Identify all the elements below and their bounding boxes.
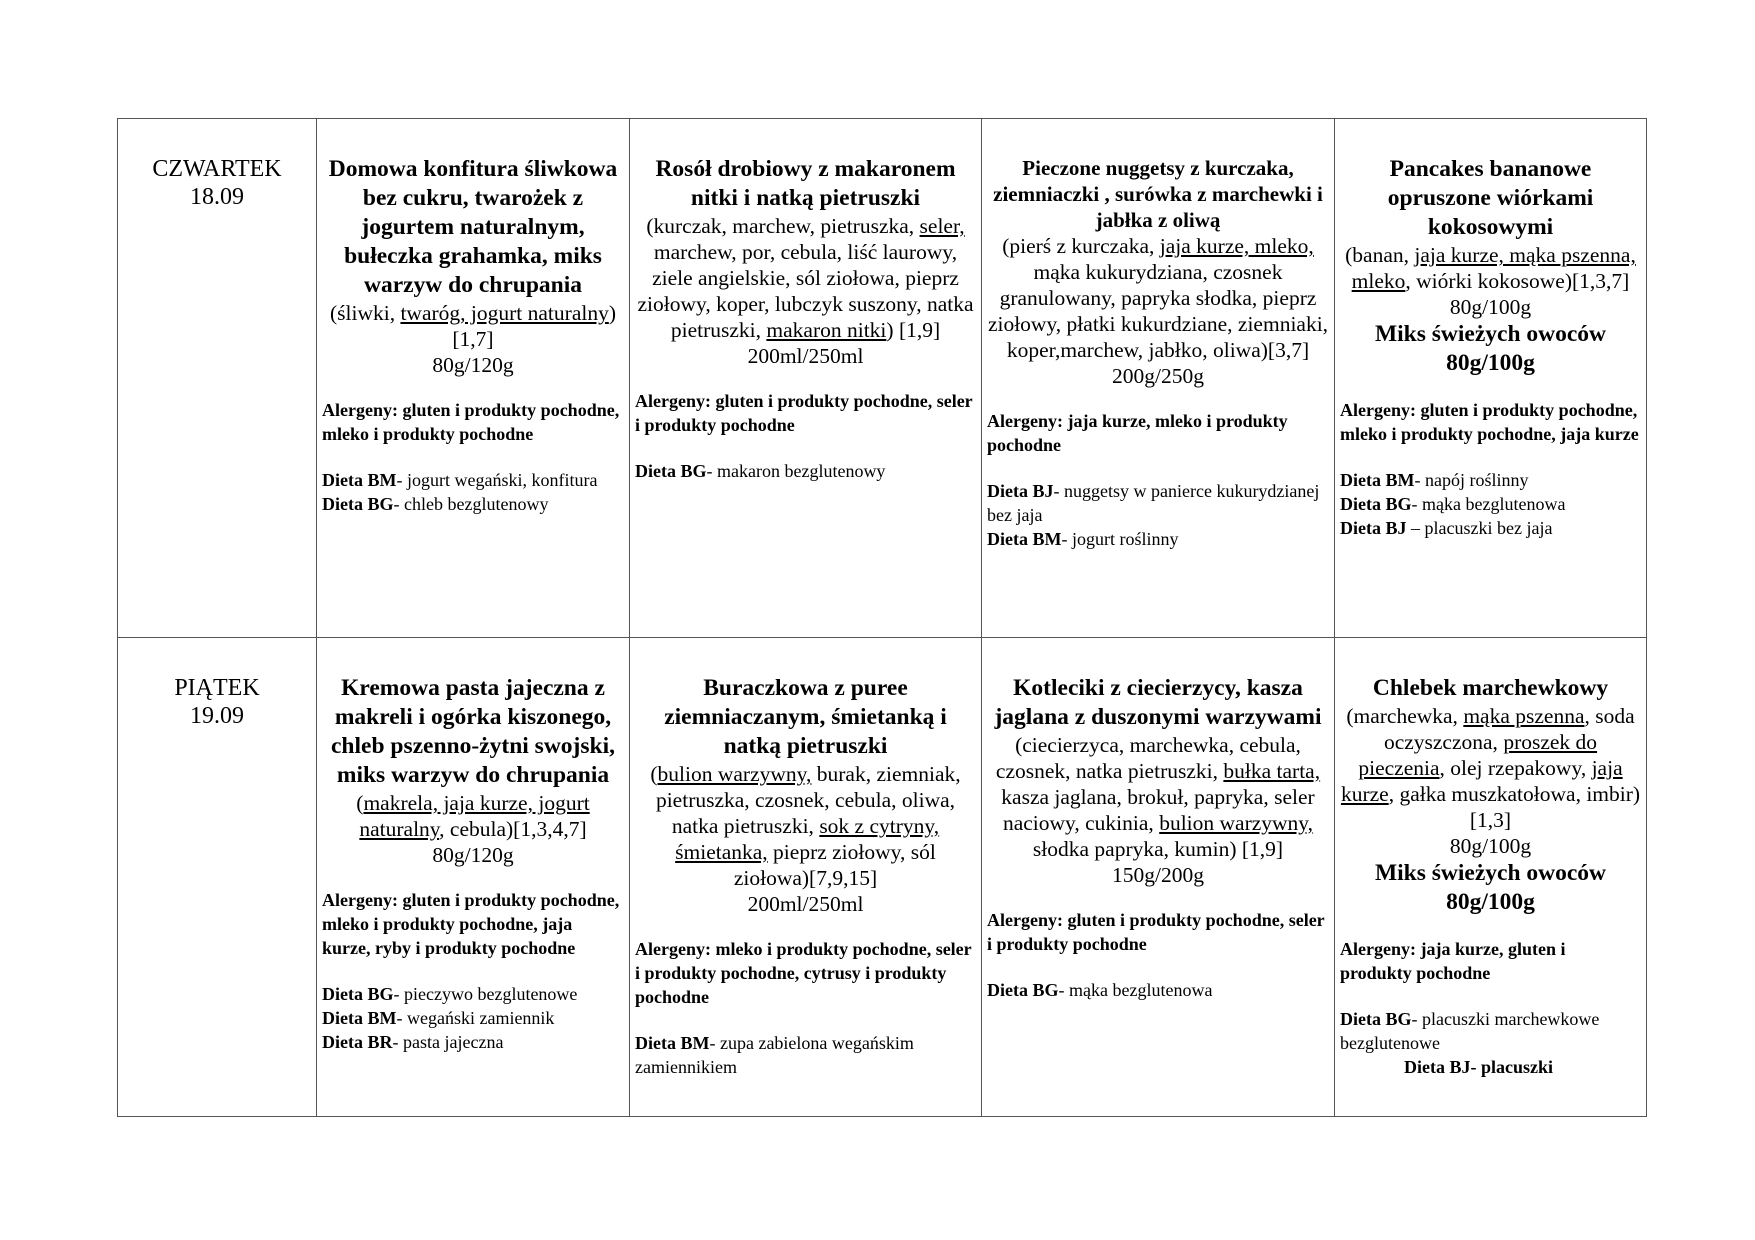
diet-line: Dieta BM- wegański zamiennik <box>322 1008 555 1028</box>
meal-title: Buraczkowa z puree ziemniaczanym, śmietanką i natką pietruszki <box>664 675 947 759</box>
diet-line: Dieta BR- pasta jajeczna <box>322 1032 504 1052</box>
meal-allergens: Alergeny: gluten i produkty pochodne, seler i produkty pochodne <box>987 910 1325 954</box>
day-cell <box>118 638 317 1117</box>
meal-portion: 200g/250g <box>1112 364 1204 388</box>
meal-cell-afternoon <box>1335 119 1647 638</box>
meal-ingredients: (banan, jaja kurze, mąka pszenna, mleko, wiórki kokosowe)[1,3,7] <box>1345 243 1636 293</box>
meal-ingredients: (bulion warzywny, burak, ziemniak, pietruszka, czosnek, cebula, oliwa, natka pietruszki, sok z cytryny, śmietanka, pieprz ziołowy, sól ziołowa)[7,9,15] <box>650 762 961 890</box>
meal-cell-main <box>982 638 1335 1117</box>
diet-line: Dieta BG- makaron bezglutenowy <box>635 461 886 481</box>
diet-line: Dieta BJ- nuggetsy w panierce kukurydzianej bez jaja <box>987 481 1320 525</box>
meal-allergens: Alergeny: gluten i produkty pochodne, mleko i produkty pochodne <box>322 400 620 444</box>
meal-ingredients: (śliwki, twaróg, jogurt naturalny)[1,7] <box>329 301 617 351</box>
meal-title: Rosół drobiowy z makaronem nitki i natką pietruszki <box>655 156 956 211</box>
day-date: 18.09 <box>190 184 244 210</box>
diet-line: Dieta BG- placuszki marchewkowe bezglutenowe <box>1340 1009 1600 1053</box>
day-cell <box>118 119 317 638</box>
meal-cell-breakfast <box>317 638 630 1117</box>
meal-title: Chlebek marchewkowy <box>1372 675 1609 701</box>
meal-title: Domowa konfitura śliwkowa bez cukru, twarożek z jogurtem naturalnym, bułeczka grahamka, miks warzyw do chrupania <box>328 156 618 298</box>
diet-line: Dieta BJ- placuszki <box>1404 1057 1554 1077</box>
meal-allergens: Alergeny: jaja kurze, mleko i produkty pochodne <box>987 411 1288 455</box>
diet-line: Dieta BM- jogurt wegański, konfitura <box>322 470 598 490</box>
meal-cell-main <box>982 119 1335 638</box>
menu-table <box>117 118 1647 1117</box>
meal-extra: Miks świeżych owoców <box>1374 860 1607 886</box>
meal-portion: 80g/100g <box>1449 295 1532 319</box>
meal-portion: 80g/100g <box>1449 834 1532 858</box>
diet-line: Dieta BG- mąka bezglutenowa <box>987 980 1213 1000</box>
diet-line: Dieta BM- napój roślinny <box>1340 470 1529 490</box>
meal-cell-soup <box>630 638 982 1117</box>
day-row-thursday <box>118 119 1647 638</box>
meal-title: Kremowa pasta jajeczna z makreli i ogórka kiszonego, chleb pszenno-żytni swojski, miks warzyw do chrupania <box>331 675 615 788</box>
meal-diets <box>1340 468 1641 540</box>
diet-line: Dieta BJ – placuszki bez jaja <box>1340 518 1553 538</box>
meal-portion: 200ml/250ml <box>747 344 864 368</box>
day-date: 19.09 <box>190 703 244 729</box>
meal-title: Kotleciki z ciecierzycy, kasza jaglana z duszonymi warzywami <box>994 675 1322 730</box>
meal-ingredients: (makrela, jaja kurze, jogurt naturalny, cebula)[1,3,4,7] <box>356 791 590 841</box>
meal-ingredients: (kurczak, marchew, pietruszka, seler, marchew, por, cebula, liść laurowy, ziele angielskie, sól ziołowa, pieprz ziołowy, koper, lubczyk suszony, natka pietruszki, makaron nitki) [1,9] <box>637 214 974 342</box>
meal-allergens: Alergeny: gluten i produkty pochodne, mleko i produkty pochodne, jaja kurze, ryby i produkty pochodne <box>322 890 620 958</box>
meal-cell-breakfast <box>317 119 630 638</box>
day-name: PIĄTEK <box>174 675 260 701</box>
meal-diets <box>987 978 1329 1002</box>
meal-cell-afternoon <box>1335 638 1647 1117</box>
meal-portion: 150g/200g <box>1112 863 1204 887</box>
meal-extra: Miks świeżych owoców <box>1374 321 1607 347</box>
meal-ingredients: (ciecierzyca, marchewka, cebula, czosnek, natka pietruszki, bułka tarta, kasza jaglana, brokuł, papryka, seler naciowy, cukinia, bulion warzywny, słodka papryka, kumin) [1,9] <box>995 733 1321 861</box>
meal-title: Pancakes bananowe opruszone wiórkami kokosowymi <box>1387 156 1594 240</box>
diet-line: Dieta BM- zupa zabielona wegańskim zamiennikiem <box>635 1033 914 1077</box>
meal-title: Pieczone nuggetsy z kurczaka, ziemniaczki , surówka z marchewki i jabłka z oliwą <box>993 156 1323 232</box>
diet-line: Dieta BG- pieczywo bezglutenowe <box>322 984 578 1004</box>
meal-diets <box>635 459 976 483</box>
meal-portion: 80g/120g <box>432 353 514 377</box>
meal-diets <box>322 982 624 1054</box>
meal-extra-portion: 80g/100g <box>1446 350 1535 376</box>
diet-line: Dieta BG- chleb bezglutenowy <box>322 494 549 514</box>
meal-portion: 200ml/250ml <box>747 892 864 916</box>
day-row-friday <box>118 638 1647 1117</box>
meal-allergens: Alergeny: jaja kurze, gluten i produkty pochodne <box>1340 939 1566 983</box>
meal-ingredients: (marchewka, mąka pszenna, soda oczyszczona, proszek do pieczenia, olej rzepakowy, jaja kurze, gałka muszkatołowa, imbir)[1,3] <box>1340 704 1641 832</box>
meal-diets <box>322 468 624 516</box>
meal-portion: 80g/120g <box>432 843 514 867</box>
meal-allergens: Alergeny: gluten i produkty pochodne, seler i produkty pochodne <box>635 391 973 435</box>
meal-extra-portion: 80g/100g <box>1446 889 1535 915</box>
diet-line: Dieta BG- mąka bezglutenowa <box>1340 494 1566 514</box>
meal-diets <box>635 1031 976 1079</box>
meal-cell-soup <box>630 119 982 638</box>
meal-diets <box>987 479 1329 551</box>
meal-allergens: Alergeny: mleko i produkty pochodne, seler i produkty pochodne, cytrusy i produkty pochodne <box>635 939 972 1007</box>
meal-allergens: Alergeny: gluten i produkty pochodne, mleko i produkty pochodne, jaja kurze <box>1340 400 1639 444</box>
day-name: CZWARTEK <box>152 156 282 182</box>
meal-diets <box>1340 1007 1641 1079</box>
diet-line: Dieta BM- jogurt roślinny <box>987 529 1179 549</box>
meal-ingredients: (pierś z kurczaka, jaja kurze, mleko, mąka kukurydziana, czosnek granulowany, papryka słodka, pieprz ziołowy, płatki kukurdziane, ziemniaki, koper,marchew, jabłko, oliwa)[3,7] <box>987 234 1329 362</box>
